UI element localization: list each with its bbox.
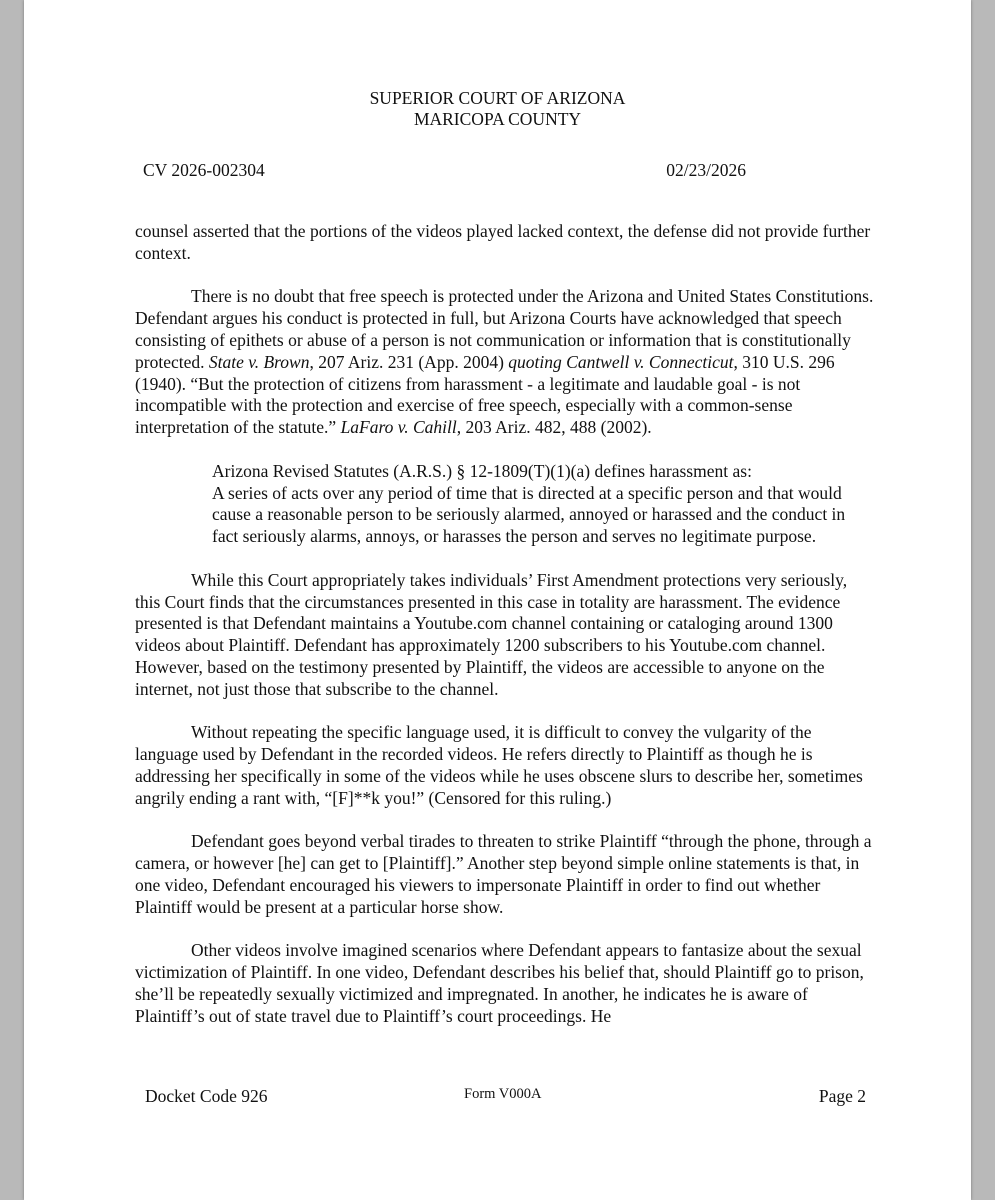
text-run: , 207 Ariz. 231 (App. 2004) bbox=[309, 351, 509, 372]
citation-signal: quoting bbox=[508, 351, 562, 372]
statute-block bbox=[135, 461, 875, 548]
paragraph-free-speech bbox=[135, 286, 875, 439]
paragraph-scenarios: Other videos involve imagined scenarios where Defendant appears to fantasize about the sexual victimization of Plaintiff. In one video, Defendant describes his belief that, should Plaintiff go to prison, she’ll be repeatedly sexually victimized and impregnated. In another, he indicates he is aware of Plaintiff’s out of state travel due to Plaintiff’s court proceedings. He bbox=[135, 940, 864, 1026]
case-number: CV 2026-002304 bbox=[143, 160, 265, 180]
statute-intro: Arizona Revised Statutes (A.R.S.) § 12-1809(T)(1)(a) defines harassment as: bbox=[212, 460, 752, 481]
document-page bbox=[24, 0, 971, 1200]
form-code: Form V000A bbox=[464, 1086, 542, 1102]
docket-code: Docket Code 926 bbox=[145, 1086, 268, 1106]
paragraph-threats: Defendant goes beyond verbal tirades to threaten to strike Plaintiff “through the phone, through a camera, or however [he] can get to [Plaintiff].” Another step beyond simple online statements is that, in one video, Defendant encouraged his viewers to impersonate Plaintiff in order to find out whether Plaintiff would be present at a particular horse show. bbox=[135, 831, 872, 917]
court-header bbox=[24, 88, 971, 130]
text-run: There is no doubt that free speech is protected under the Arizona and United States Constitutions. Defendant argues his conduct is protected in full, but Arizona Courts have acknowledged that speech consisting of epithets or abuse of a person is not communication or information that is constitutionally protected. bbox=[135, 286, 874, 372]
page-number: Page 2 bbox=[818, 1086, 866, 1106]
ruling-body bbox=[135, 221, 875, 1049]
case-citation: Cantwell v. Connecticut bbox=[566, 351, 734, 372]
case-citation: State v. Brown bbox=[208, 351, 310, 372]
text-run: , 203 Ariz. 482, 488 (2002). bbox=[456, 417, 652, 438]
text-run: , 310 U.S. 296 (1940). “But the protection of citizens from harassment - a legitimate and laudable goal - is not incompatible with the protection and exercise of free speech, especially with a common-sense interpretation of the statute.” bbox=[135, 351, 835, 438]
case-date: 02/23/2026 bbox=[666, 160, 746, 180]
case-citation: LaFaro v. Cahill bbox=[340, 417, 457, 438]
county-name: MARICOPA COUNTY bbox=[413, 109, 582, 129]
statute-quote: A series of acts over any period of time that is directed at a specific person and that would cause a reasonable person to be seriously alarmed, annoyed or harassed and the conduct in fact seriously alarms, annoys, or harasses the person and serves no legitimate purpose. bbox=[212, 482, 846, 547]
paragraph-findings: While this Court appropriately takes individuals’ First Amendment protections very seriously, this Court finds that the circumstances presented in this case in totality are harassment. The evidence presented is that Defendant maintains a Youtube.com channel containing or cataloging around 1300 videos about Plaintiff. Defendant has approximately 1200 subscribers to his Youtube.com channel. However, based on the testimony presented by Plaintiff, the videos are accessible to anyone on the internet, not just those that subscribe to the channel. bbox=[135, 569, 848, 699]
paragraph-continued: counsel asserted that the portions of the videos played lacked context, the defense did not provide further context. bbox=[135, 221, 871, 263]
paragraph-language: Without repeating the specific language used, it is difficult to convey the vulgarity of the language used by Defendant in the recorded videos. He refers directly to Plaintiff as though he is addressing her specifically in some of the videos while he uses obscene slurs to describe her, sometimes angrily ending a rant with, “[F]**k you!” (Censored for this ruling.) bbox=[135, 722, 863, 808]
court-name: SUPERIOR COURT OF ARIZONA bbox=[369, 88, 626, 108]
